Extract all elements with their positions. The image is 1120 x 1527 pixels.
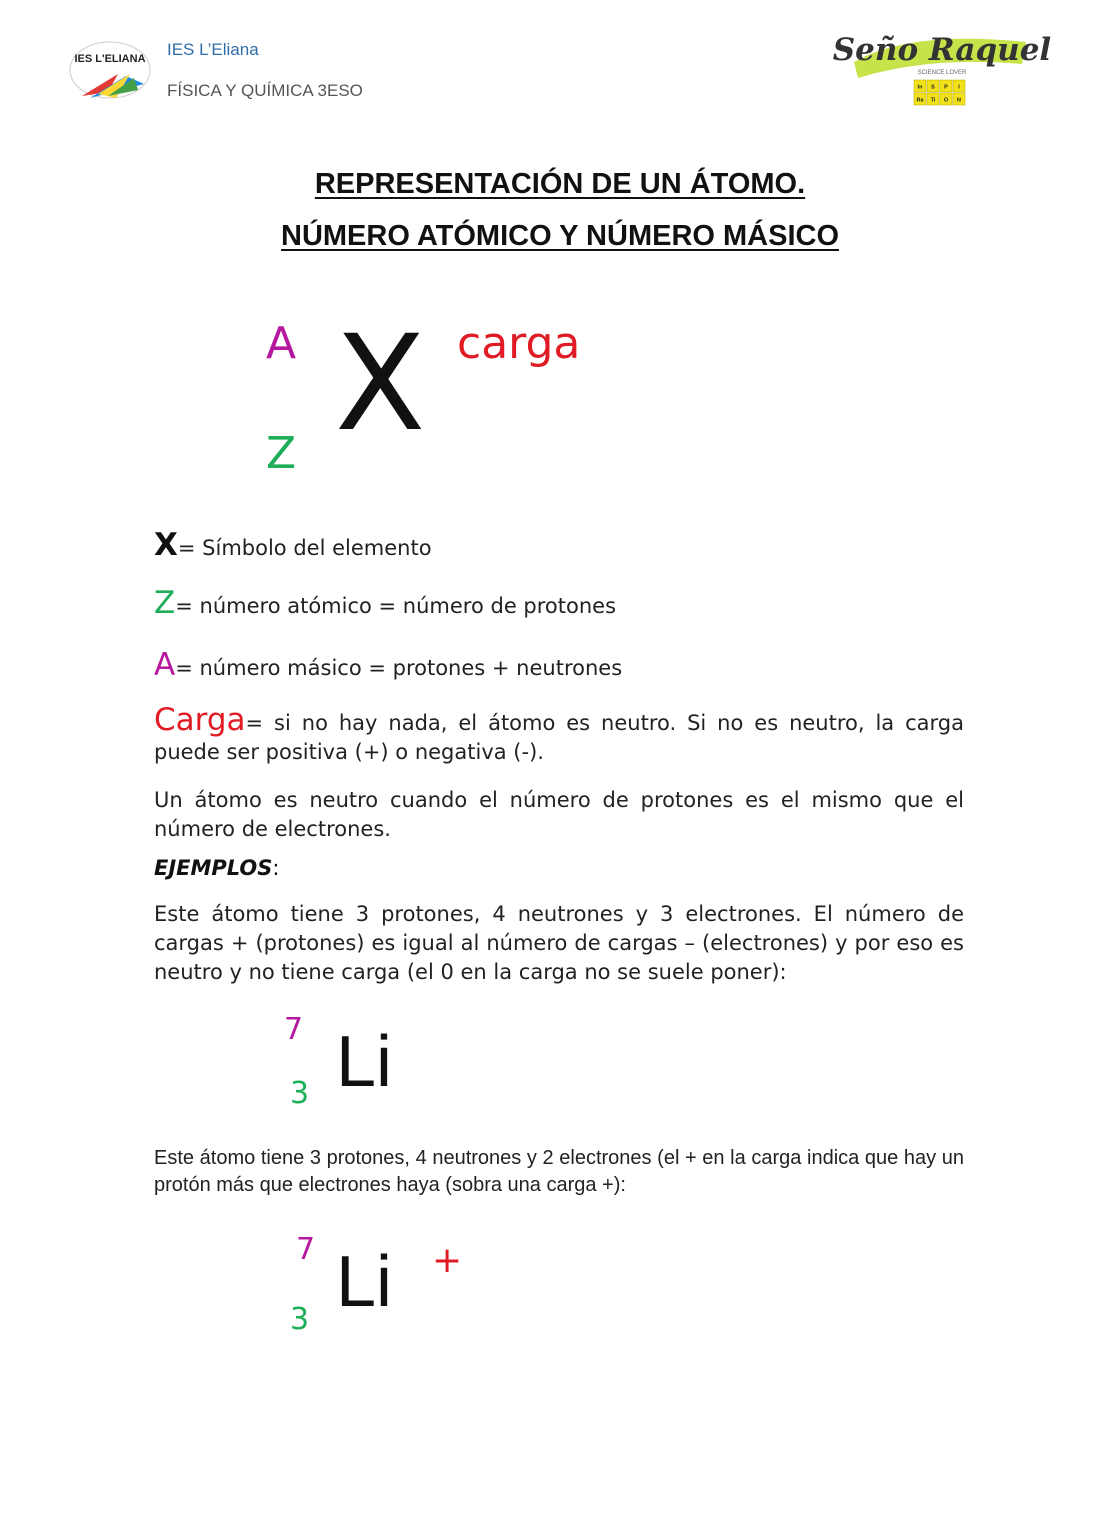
brand-tiles: [914, 80, 965, 105]
definition-symbol: X: [154, 527, 178, 563]
definition-text: = Símbolo del elemento: [177, 536, 432, 560]
example-1-text: Este átomo tiene 3 protones, 4 neutrones y 3 electrones. El número de cargas + (protones) es igual al número de cargas – (electrones) y por eso es neutro y no tiene carga (el 0 en la carga no se suele poner):: [154, 902, 964, 984]
brand-logo: [832, 18, 1052, 113]
brand-tile-label: S: [931, 84, 935, 91]
brand-tile-label: I: [958, 84, 960, 91]
brand-tile-label: Ra: [916, 97, 924, 104]
example-2-atomic-number: 3: [290, 1302, 310, 1337]
definition-x: [154, 527, 432, 563]
notation-mass-number: A: [266, 318, 297, 369]
examples-heading-colon: :: [272, 856, 280, 880]
notation-element-symbol: X: [335, 307, 426, 461]
brand-tile-label: In: [917, 84, 923, 91]
notation-atomic-number: Z: [266, 428, 297, 479]
brand-tagline: SCIENCE LOVER: [917, 70, 967, 76]
brand-name: Seño Raquel: [832, 32, 1052, 68]
definition-symbol: Carga: [154, 702, 246, 738]
definition-carga: [154, 702, 964, 767]
brand-tile-label: Ti: [930, 97, 936, 104]
example-2-text: Este átomo tiene 3 protones, 4 neutrones y 2 electrones (el + en la carga indica que hay un protón más que electrones haya (sobra una carga +):: [154, 1147, 964, 1196]
neutral-atom-paragraph: Un átomo es neutro cuando el número de protones es el mismo que el número de electrones.: [154, 788, 964, 841]
definition-z: [154, 585, 616, 621]
course-name: FÍSICA Y QUÍMICA 3ESO: [167, 81, 363, 100]
example-1-symbol: Li: [336, 1022, 393, 1102]
example-1-atomic-number: 3: [290, 1076, 310, 1111]
school-logo: [68, 40, 152, 102]
examples-heading-text: EJEMPLOS: [154, 856, 273, 880]
definition-symbol: A: [154, 647, 176, 683]
brand-tile-label: O: [943, 97, 949, 104]
examples-heading: [154, 856, 279, 880]
example-2-mass-number: 7: [296, 1232, 316, 1267]
page-title-line-1: REPRESENTACIÓN DE UN ÁTOMO.: [314, 168, 806, 200]
definition-a: [154, 647, 622, 683]
definition-text: = si no hay nada, el átomo es neutro. Si no es neutro, la carga puede ser positiva (+) o negativa (-).: [154, 711, 964, 764]
example-1-mass-number: 7: [284, 1012, 304, 1047]
definition-text: = número másico = protones + neutrones: [175, 656, 623, 680]
brand-tile-label: N: [957, 97, 961, 104]
notation-charge: carga: [457, 318, 581, 369]
example-2-symbol: Li: [336, 1242, 393, 1322]
definition-text: = número atómico = número de protones: [175, 594, 617, 618]
definition-symbol: Z: [154, 585, 176, 621]
page-title-line-2: NÚMERO ATÓMICO Y NÚMERO MÁSICO: [281, 220, 839, 252]
brand-tile-label: P: [944, 84, 948, 91]
school-logo-text: IES L'ELIANA: [74, 53, 146, 65]
school-name: IES L’Eliana: [167, 40, 259, 59]
example-2-charge: +: [432, 1240, 463, 1281]
